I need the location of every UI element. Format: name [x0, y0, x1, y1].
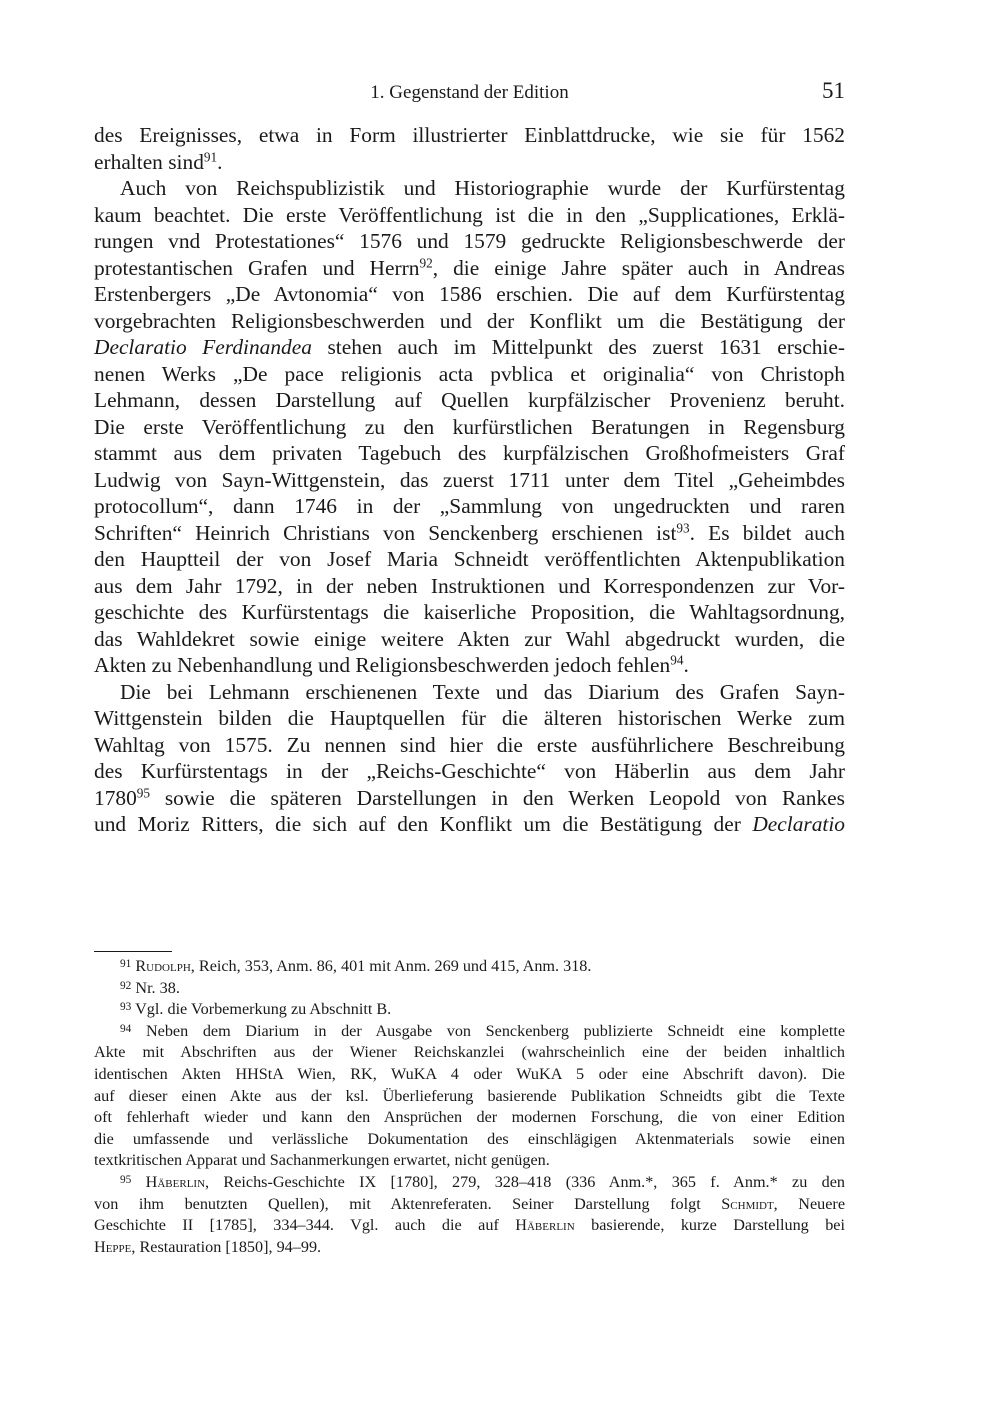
body-line	[94, 811, 845, 838]
body-line	[94, 202, 845, 229]
body-line	[94, 387, 845, 414]
footnote-text: die umfassende und verlässliche Dokumentation des einschlägigen Aktenmaterials sowie einen	[94, 1129, 845, 1148]
footnote-number: 92	[120, 979, 132, 992]
footnote-text: Akte mit Abschriften aus der Wiener Reichskanzlei (wahrscheinlich eine der beiden inhaltlich	[94, 1043, 845, 1062]
body-line	[94, 758, 845, 785]
body-line	[94, 334, 845, 361]
line-text: und Moriz Ritters, die sich auf den Konflikt um die Bestätigung der	[94, 812, 753, 836]
line-text: protocollum“, dann 1746 in der „Sammlung von ungedruckten und raren	[94, 494, 845, 518]
footnote-text: Neben dem Diarium in der Ausgabe von Senckenberg publizierte Schneidt eine komplette	[145, 1021, 846, 1040]
line-text: . Es bildet auch	[689, 520, 845, 545]
footnotes	[94, 956, 845, 1258]
footnote-number: 93	[120, 1001, 132, 1014]
body-line	[94, 281, 845, 308]
footnote-reference: 95	[136, 785, 151, 801]
running-title: 1. Gegenstand der Edition	[370, 82, 569, 103]
line-text: Lehmann, dessen Darstellung auf Quellen kurpfälzischer Provenienz beruht.	[94, 388, 845, 412]
line-text: Auch von Reichspublizistik und Historiographie wurde der Kurfürstentag	[120, 176, 845, 200]
footnote	[94, 999, 845, 1021]
footnote-text: auf dieser einen Akte aus der ksl. Überlieferung basierende Publikation Schneidts gibt die Texte	[94, 1086, 845, 1105]
line-text: .	[217, 149, 223, 174]
footnote-line	[94, 1150, 845, 1172]
line-text: vorgebrachten Religionsbeschwerden und der Konflikt um die Bestätigung der	[94, 308, 845, 333]
footnote-line	[94, 1021, 845, 1043]
body-line	[94, 467, 845, 494]
footnote-reference: 91	[203, 149, 218, 165]
body-text	[94, 122, 845, 838]
line-text: Die bei Lehmann erschienenen Texte und das Diarium des Grafen Sayn-	[120, 679, 845, 704]
page-number: 51	[822, 78, 845, 103]
footnote-line	[94, 1064, 845, 1086]
line-text: Schriften“ Heinrich Christians von Senckenberg erschienen ist	[94, 520, 677, 545]
body-line	[94, 573, 845, 600]
line-text: das Wahldekret sowie einige weitere Akten zur Wahl abgedruckt wurden, die	[94, 626, 845, 651]
footnote	[94, 1172, 845, 1258]
line-text: nenen Werks „De pace religionis acta pvblica et originalia“ von Christoph	[94, 361, 845, 386]
footnote-text: oft fehlerhaft wieder und kann den Ansprüchen der modernen Forschung, die von einer Edition	[94, 1108, 845, 1127]
line-text: protestantischen Grafen und Herrn	[94, 255, 420, 280]
body-line	[94, 149, 845, 176]
body-line	[94, 122, 845, 149]
line-text: 1780	[94, 785, 137, 810]
line-text: aus dem Jahr 1792, in der neben Instruktionen und Korrespondenzen zur Vor-	[94, 573, 845, 598]
footnote-text: , Reichs-Geschichte IX [1780], 279, 328–418 (336 Anm.*, 365 f. Anm.* zu den	[205, 1172, 846, 1191]
footnote-text: Vgl. die Vorbemerkung zu Abschnitt B.	[135, 1000, 392, 1019]
italic-text: Declaratio Ferdinandea	[94, 335, 312, 359]
body-line	[94, 679, 845, 706]
author-name: Schmidt	[721, 1194, 774, 1213]
body-line	[94, 440, 845, 467]
body-line	[94, 652, 845, 679]
footnote-line	[94, 1194, 845, 1216]
line-text: Akten zu Nebenhandlung und Religionsbeschwerden jedoch fehlen	[94, 653, 671, 677]
author-name: Heppe	[94, 1237, 132, 1256]
footnote	[94, 956, 845, 978]
body-line	[94, 705, 845, 732]
author-name: Häberlin	[145, 1172, 206, 1191]
footnote-text: , Neuere	[773, 1194, 845, 1213]
footnote-number: 95	[120, 1173, 132, 1186]
footnote-line	[94, 1107, 845, 1129]
footnote-line	[94, 1129, 845, 1151]
footnote-line	[94, 956, 845, 978]
line-text: stehen auch im Mittelpunkt des zuerst 1631 erschie-	[311, 335, 845, 359]
footnote-text: , Restauration [1850], 94–99.	[131, 1237, 322, 1256]
line-text: erhalten sind	[94, 149, 204, 174]
line-text: des Ereignisses, etwa in Form illustrierter Einblattdrucke, wie sie für 1562	[94, 123, 845, 147]
footnote-line	[94, 1042, 845, 1064]
footnote-number: 91	[120, 958, 132, 971]
body-line	[94, 361, 845, 388]
body-line	[94, 732, 845, 759]
footnote	[94, 978, 845, 1000]
line-text: den Hauptteil der von Josef Maria Schneidt veröffentlichten Aktenpublikation	[94, 547, 845, 571]
body-line	[94, 546, 845, 573]
body-line	[94, 493, 845, 520]
line-text: Wahltag von 1575. Zu nennen sind hier die erste ausführlichere Beschreibung	[94, 732, 845, 757]
footnote-text: Nr. 38.	[135, 978, 180, 997]
footnote-line	[94, 1086, 845, 1108]
footnote-line	[94, 999, 845, 1021]
footnote-text: , Reich, 353, Anm. 86, 401 mit Anm. 269 und 415, Anm. 318.	[190, 957, 592, 975]
line-text: Die erste Veröffentlichung zu den kurfürstlichen Beratungen in Regensburg	[94, 414, 845, 439]
line-text: Ludwig von Sayn-Wittgenstein, das zuerst 1711 unter dem Titel „Geheimbdes	[94, 467, 845, 492]
body-line	[94, 228, 845, 255]
line-text: des Kurfürstentags in der „Reichs-Geschichte“ von Häberlin aus dem Jahr	[94, 759, 845, 783]
footnote-separator	[94, 951, 172, 952]
body-line	[94, 785, 845, 812]
footnote-number: 94	[120, 1022, 132, 1035]
line-text: stammt aus dem privaten Tagebuch des kurpfälzischen Großhofmeisters Graf	[94, 441, 845, 465]
page-header	[94, 78, 845, 108]
footnote-line	[94, 1237, 845, 1259]
footnote-reference: 92	[419, 255, 433, 271]
footnote-line	[94, 1172, 845, 1194]
body-line	[94, 599, 845, 626]
author-name: Häberlin	[515, 1216, 575, 1235]
line-text: sowie die späteren Darstellungen in den Werken Leopold von Rankes	[150, 785, 845, 810]
line-text: rungen vnd Protestationes“ 1576 und 1579 gedruckte Religionsbeschwerde der	[94, 229, 845, 253]
line-text: .	[683, 653, 689, 677]
line-text: , die einige Jahre später auch in Andreas	[432, 255, 845, 280]
footnote-text: textkritischen Apparat und Sachanmerkungen erwartet, nicht genügen.	[94, 1151, 550, 1170]
body-line	[94, 255, 845, 282]
footnote-reference: 94	[670, 652, 684, 668]
footnote-line	[94, 1215, 845, 1237]
line-text: Erstenbergers „De Avtonomia“ von 1586 erschien. Die auf dem Kurfürstentag	[94, 282, 845, 306]
body-line	[94, 308, 845, 335]
italic-text: Declaratio	[752, 812, 845, 836]
footnote-reference: 93	[676, 520, 690, 536]
footnote-text: Geschichte II [1785], 334–344. Vgl. auch die auf	[94, 1216, 516, 1235]
author-name: Rudolph	[135, 957, 191, 975]
footnote	[94, 1021, 845, 1172]
footnote-text: basierende, kurze Darstellung bei	[574, 1216, 845, 1235]
line-text: kaum beachtet. Die erste Veröffentlichung ist die in den „Supplicationes, Erklä-	[94, 202, 845, 227]
footnote-line	[94, 978, 845, 1000]
body-line	[94, 175, 845, 202]
body-line	[94, 626, 845, 653]
book-page	[94, 0, 845, 1418]
footnote-text: identischen Akten HHStA Wien, RK, WuKA 4 oder WuKA 5 oder eine Abschrift davon). Die	[94, 1064, 845, 1083]
footnote-text: von ihm benutzten Quellen), mit Aktenreferaten. Seiner Darstellung folgt	[94, 1194, 722, 1213]
body-line	[94, 414, 845, 441]
line-text: Wittgenstein bilden die Hauptquellen für die älteren historischen Werke zum	[94, 706, 845, 730]
line-text: geschichte des Kurfürstentags die kaiserliche Proposition, die Wahltagsordnung,	[94, 600, 845, 624]
body-line	[94, 520, 845, 547]
